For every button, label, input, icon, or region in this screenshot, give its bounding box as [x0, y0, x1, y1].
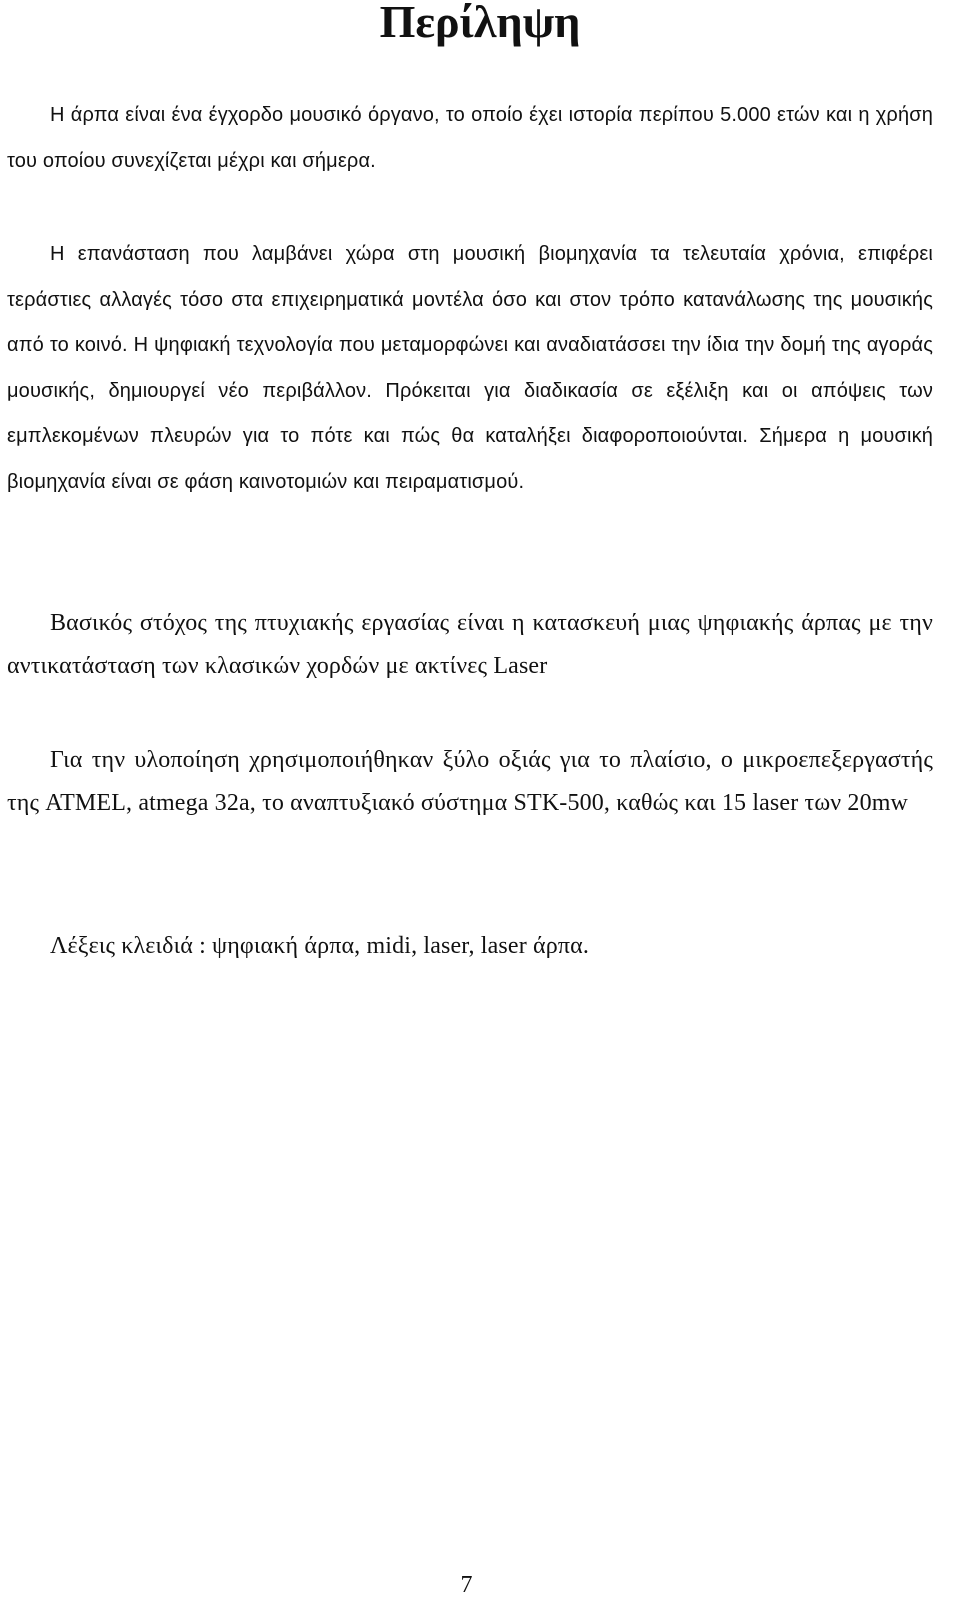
page-title: Περίληψη: [379, 0, 581, 47]
paragraph-intro: Η άρπα είναι ένα έγχορδο μουσικό όργανο, το οποίο έχει ιστορία περίπου 5.000 ετών και η χρήση του οποίου συνεχίζεται μέχρι και σήμερα.: [7, 104, 933, 172]
paragraph-music-industry: Η επανάσταση που λαμβάνει χώρα στη μουσική βιομηχανία τα τελευταία χρόνια, επιφέρει τεράστιες αλλαγές τόσο στα επιχειρηματικά μοντέλα όσο και στον τρόπο κατανάλωσης της μουσικής από το κοινό. Η ψηφιακή τεχνολογία που μεταμορφώνει και αναδιατάσσει την ίδια την δομή της αγοράς μουσικής, δημιουργεί νέο περιβάλλον. Πρόκειται για διαδικασία σε εξέλιξη και οι απόψεις των εμπλεκομένων πλευρών για το πότε και πώς θα καταλήξει διαφοροποιούνται. Σήμερα η μουσική βιομηχανία είναι σε φάση καινοτομιών και πειραματισμού.: [7, 243, 933, 493]
paragraph-goal: Βασικός στόχος της πτυχιακής εργασίας είναι η κατασκευή μιας ψηφιακής άρπας με την αντικατάσταση των κλασικών χορδών με ακτίνες Laser: [7, 610, 933, 679]
paragraph-keywords: Λέξεις κλειδιά : ψηφιακή άρπα, midi, laser, laser άρπα.: [50, 933, 589, 959]
page-number: 7: [460, 1572, 473, 1598]
paragraph-implementation: Για την υλοποίηση χρησιμοποιήθηκαν ξύλο οξιάς για το πλαίσιο, ο μικροεπεξεργαστής της ATMEL, atmega 32a, το αναπτυξιακό σύστημα STK-500, καθώς και 15 laser των 20mw: [7, 747, 933, 816]
